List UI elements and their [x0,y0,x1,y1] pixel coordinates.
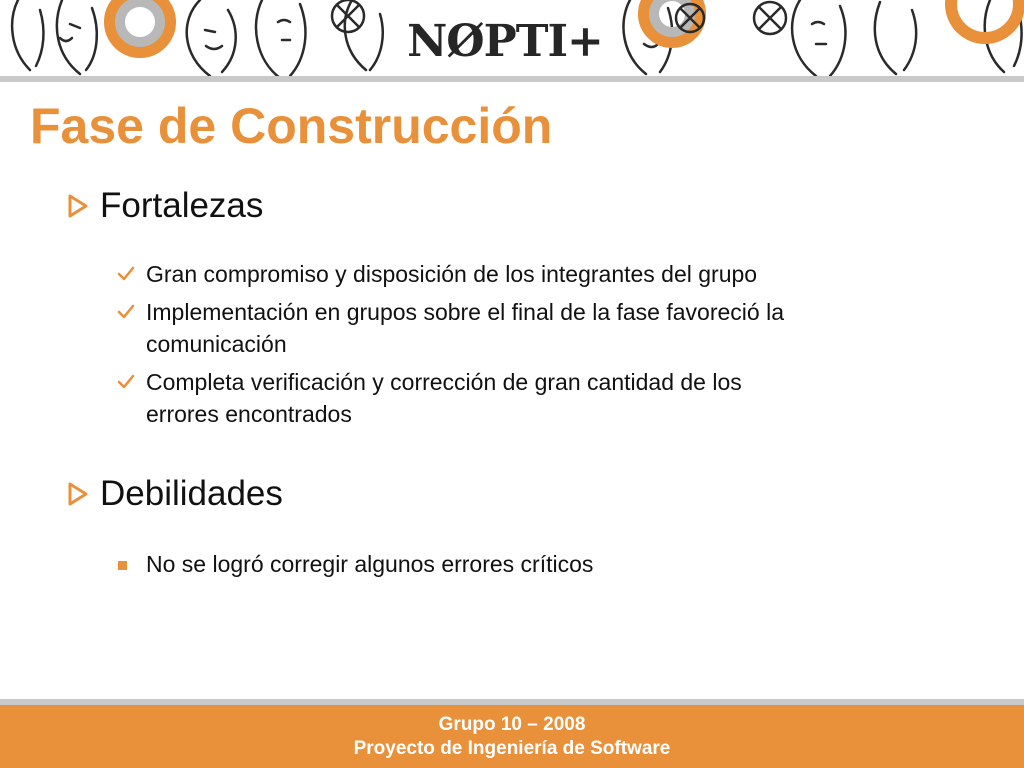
list-item [116,296,946,360]
section-label: Fortalezas [100,186,264,225]
nopti-logo [400,12,610,72]
header-banner [0,0,1024,82]
arrow-bullet-icon [64,480,92,508]
check-icon [116,302,136,322]
list-item [116,366,946,430]
section-fortalezas [64,186,263,226]
slide-title: Fase de Construcción [30,98,553,154]
section-label: Debilidades [100,474,283,513]
logo-wordmark: NØPTI+ [407,16,603,67]
square-bullet-icon [118,561,127,570]
check-icon [116,264,136,284]
footer-project: Proyecto de Ingeniería de Software [353,738,671,759]
header-divider [0,76,1024,82]
debilidades-list [116,548,946,580]
list-item-text: errores encontrados [146,401,352,427]
footer [0,705,1024,768]
list-item-text: Completa verificación y corrección de gran cantidad de los [146,369,742,395]
arrow-bullet-icon [64,192,92,220]
footer-group: Grupo 10 – 2008 [438,714,586,735]
list-item-text: Gran compromiso y disposición de los integrantes del grupo [146,261,758,287]
list-item-text: No se logró corregir algunos errores críticos [146,551,594,577]
list-item [116,258,946,290]
check-icon [116,372,136,392]
fortalezas-list [116,258,946,430]
list-item-text: comunicación [146,331,287,357]
list-item [116,548,946,580]
list-item-text: Implementación en grupos sobre el final de la fase favoreció la [146,299,784,325]
section-debilidades [64,474,283,514]
